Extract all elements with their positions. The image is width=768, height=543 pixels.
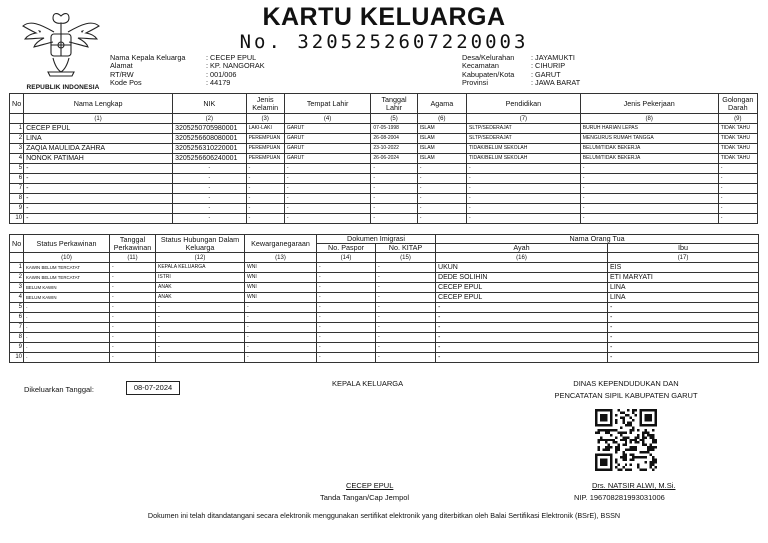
table-cell: - (173, 174, 246, 184)
family-info-right (462, 54, 580, 88)
table1-header: NIK (173, 94, 246, 114)
table2-col-number: (10) (24, 253, 110, 263)
table1-header: Nama Lengkap (24, 94, 173, 114)
table-cell: 10 (10, 353, 24, 363)
table-cell: PEREMPUAN (246, 144, 284, 154)
table-cell: - (110, 343, 156, 353)
table-cell: 6 (10, 174, 24, 184)
table-cell: ETI MARYATI (608, 273, 759, 283)
table-cell: CECEP EPUL (24, 124, 173, 134)
table-cell: - (608, 333, 759, 343)
table-cell: CECEP EPUL (436, 293, 608, 303)
table-cell: GARUT (284, 154, 371, 164)
table-cell: WNI (245, 283, 317, 293)
table-cell: - (173, 204, 246, 214)
table-cell: 2 (10, 134, 24, 144)
table-cell: - (245, 353, 317, 363)
info-label: Kabupaten/Kota (462, 69, 515, 79)
header-no-paspor: No. Paspor (317, 244, 376, 253)
table-row (10, 343, 759, 353)
table-cell: ANAK (156, 283, 245, 293)
table-cell: - (24, 204, 173, 214)
info-label: Provinsi (462, 78, 488, 88)
info-row (110, 79, 265, 87)
document-title: KARTU KELUARGA (262, 3, 506, 31)
table-cell: MENGURUS RUMAH TANGGA (580, 134, 718, 144)
table-row (10, 353, 759, 363)
table-cell: - (376, 353, 436, 363)
table2-col-number: (15) (376, 253, 436, 263)
info-label: Kode Pos (110, 78, 142, 88)
info-label: RT/RW (110, 69, 134, 79)
table-cell: - (317, 293, 376, 303)
table-cell: CECEP EPUL (436, 283, 608, 293)
table-cell: - (580, 184, 718, 194)
table-row (10, 283, 759, 293)
table-cell: - (718, 164, 757, 174)
table2-col-number (10, 253, 24, 263)
table-cell: BURUH HARIAN LEPAS (580, 124, 718, 134)
header-nama-orang-tua: Nama Orang Tua (436, 235, 759, 244)
table-cell: - (156, 343, 245, 353)
table-cell: ZAQIA MAULIDA ZAHRA (24, 144, 173, 154)
table-cell: - (467, 164, 581, 174)
table-cell: EIS (608, 263, 759, 273)
table-cell: ISTRI (156, 273, 245, 283)
table-cell: - (376, 333, 436, 343)
table-row (10, 184, 758, 194)
table-cell: - (24, 303, 110, 313)
table-cell: - (718, 184, 757, 194)
table-cell: - (608, 323, 759, 333)
table-cell: 3 (10, 144, 24, 154)
table-cell: - (245, 333, 317, 343)
table-row (10, 124, 758, 134)
info-value: : CIHURIP (531, 61, 566, 71)
table-cell: TIDAK TAHU (718, 144, 757, 154)
table-cell: DEDE SOLIHIN (436, 273, 608, 283)
table-cell: 7 (10, 323, 24, 333)
table-cell: 1 (10, 263, 24, 273)
table-row (10, 273, 759, 283)
table-cell: - (371, 194, 417, 204)
table-cell: - (24, 164, 173, 174)
table-cell: - (284, 194, 371, 204)
table-cell: - (580, 214, 718, 224)
info-label: Kecamatan (462, 61, 499, 71)
table-cell: - (173, 194, 246, 204)
table-cell: 5 (10, 164, 24, 174)
table-cell: - (246, 214, 284, 224)
table1-col-number (10, 114, 24, 124)
table-cell: LINA (608, 283, 759, 293)
table-cell: - (580, 164, 718, 174)
table-cell: - (371, 174, 417, 184)
table-cell: - (467, 194, 581, 204)
table-cell: - (284, 174, 371, 184)
header-status-hubungan: Status Hubungan Dalam Keluarga (156, 235, 245, 253)
table-cell: - (156, 303, 245, 313)
table-row (10, 144, 758, 154)
table-cell: - (436, 313, 608, 323)
table-cell: - (317, 283, 376, 293)
info-value: : JAWA BARAT (531, 78, 581, 88)
table-cell: KAWIN BELUM TERCATAT (24, 273, 110, 283)
table-cell: ISLAM (417, 144, 466, 154)
table-cell: 26-08-2004 (371, 134, 417, 144)
table-cell: - (317, 333, 376, 343)
table1-header: Tempat Lahir (284, 94, 371, 114)
table-cell: - (436, 353, 608, 363)
table-cell: - (376, 343, 436, 353)
table-cell: 3205250705980001 (173, 124, 246, 134)
table-cell: WNI (245, 293, 317, 303)
members-table (9, 93, 758, 224)
table-cell: - (284, 184, 371, 194)
table-cell: NONOK PATIMAH (24, 154, 173, 164)
header-dokumen-imigrasi: Dokumen Imigrasi (317, 235, 436, 244)
header-no: No (10, 235, 24, 253)
table-cell: 23-10-2022 (371, 144, 417, 154)
issued-label: Dikeluarkan Tanggal: (24, 385, 94, 394)
table-cell: - (436, 333, 608, 343)
document-number: No. 3205252607220003 (239, 31, 529, 53)
table-cell: ANAK (156, 293, 245, 303)
table-cell: - (156, 323, 245, 333)
table-cell: 9 (10, 343, 24, 353)
table-cell: BELUM KAWIN (24, 293, 110, 303)
table1-header: No (10, 94, 24, 114)
table-cell: - (317, 303, 376, 313)
table-cell: 1 (10, 124, 24, 134)
table-cell: - (608, 313, 759, 323)
info-value: : CECEP EPUL (206, 53, 257, 62)
table-cell: - (24, 313, 110, 323)
table1-col-number: (4) (284, 114, 371, 124)
table-cell: - (376, 273, 436, 283)
electronic-signature-disclaimer: Dokumen ini telah ditandatangani secara elektronik menggunakan sertifikat elektronik yang diterbitkan oleh Balai Sertifikasi Elektronik (BSrE), BSSN (147, 511, 621, 520)
table1-header: Jenis Kelamin (246, 94, 284, 114)
table1-header: Agama (417, 94, 466, 114)
table-cell: - (110, 283, 156, 293)
table-row (10, 214, 758, 224)
table-cell: - (376, 293, 436, 303)
table-cell: - (317, 263, 376, 273)
kepala-keluarga-label: KEPALA KELUARGA (332, 379, 404, 388)
table-cell: 4 (10, 293, 24, 303)
table-cell: - (110, 333, 156, 343)
table-cell: 3205256608080001 (173, 134, 246, 144)
table-cell: - (173, 214, 246, 224)
table-cell: LAKI-LAKI (246, 124, 284, 134)
header-no-kitap: No. KITAP (376, 244, 436, 253)
table-cell: - (24, 353, 110, 363)
table-row (10, 263, 759, 273)
table-cell: - (417, 194, 466, 204)
table1-header: Tanggal Lahir (371, 94, 417, 114)
table-cell: 3205256310220001 (173, 144, 246, 154)
table-cell: - (371, 204, 417, 214)
table-cell: - (110, 273, 156, 283)
table-cell: - (718, 214, 757, 224)
official-name: Drs. NATSIR ALWI, M.Si. (592, 481, 676, 490)
table1-col-number: (3) (246, 114, 284, 124)
table-cell: 9 (10, 204, 24, 214)
table-row (10, 174, 758, 184)
signature-caption: Tanda Tangan/Cap Jempol (320, 493, 410, 502)
dinas-line-2: PENCATATAN SIPIL KABUPATEN GARUT (554, 391, 698, 400)
table-cell: WNI (245, 263, 317, 273)
table-cell: - (718, 204, 757, 214)
table-cell: TIDAK TAHU (718, 134, 757, 144)
table-cell: - (246, 204, 284, 214)
status-table (9, 234, 759, 363)
table-cell: TIDAK/BELUM SEKOLAH (467, 144, 581, 154)
table-cell: - (608, 343, 759, 353)
table-cell: - (284, 214, 371, 224)
table-cell: - (371, 184, 417, 194)
table-cell: - (608, 353, 759, 363)
table-row (10, 154, 758, 164)
table1-col-number: (8) (580, 114, 718, 124)
table-cell: - (245, 343, 317, 353)
table1-header: Golongan Darah (718, 94, 757, 114)
info-row (462, 79, 580, 87)
table-cell: - (467, 214, 581, 224)
table-cell: - (371, 164, 417, 174)
table-cell: - (110, 293, 156, 303)
qr-code-icon (595, 409, 657, 471)
table-cell: - (580, 204, 718, 214)
table-cell: ISLAM (417, 134, 466, 144)
table-cell: - (718, 194, 757, 204)
header-ayah: Ayah (436, 244, 608, 253)
table1-col-number: (9) (718, 114, 757, 124)
header-status-perkawinan: Status Perkawinan (24, 235, 110, 253)
table-cell: ISLAM (417, 124, 466, 134)
table-cell: - (24, 333, 110, 343)
table-cell: KAWIN BELUM TERCATAT (24, 263, 110, 273)
table-cell: - (718, 174, 757, 184)
table-cell: 26-06-2024 (371, 154, 417, 164)
table-cell: - (245, 313, 317, 323)
table-cell: 3 (10, 283, 24, 293)
table-cell: 7 (10, 184, 24, 194)
info-value: : JAYAMUKTI (531, 53, 575, 62)
table-cell: - (173, 184, 246, 194)
table-cell: - (110, 353, 156, 363)
table-cell: - (156, 333, 245, 343)
table-cell: - (436, 323, 608, 333)
table-cell: - (376, 303, 436, 313)
dinas-line-1: DINAS KEPENDUDUKAN DAN (573, 379, 679, 388)
table-cell: - (417, 164, 466, 174)
table-cell: - (156, 313, 245, 323)
table1-col-number: (1) (24, 114, 173, 124)
table-cell: 6 (10, 313, 24, 323)
header-tanggal-perkawinan: Tanggal Perkawinan (110, 235, 156, 253)
table1-col-number: (7) (467, 114, 581, 124)
table-row (10, 194, 758, 204)
table-cell: GARUT (284, 124, 371, 134)
table-cell: - (110, 263, 156, 273)
table-cell: - (110, 313, 156, 323)
table-cell: - (317, 353, 376, 363)
info-label: Nama Kepala Keluarga (110, 53, 186, 62)
table-cell: - (284, 204, 371, 214)
table-row (10, 313, 759, 323)
table-row (10, 134, 758, 144)
table-cell: - (246, 174, 284, 184)
info-value: : 001/006 (206, 69, 237, 79)
table-cell: - (245, 323, 317, 333)
table-cell: 3205256606240001 (173, 154, 246, 164)
table-cell: TIDAK TAHU (718, 154, 757, 164)
table-cell: - (608, 303, 759, 313)
table-cell: - (245, 303, 317, 313)
table-cell: - (246, 194, 284, 204)
table-cell: PEREMPUAN (246, 154, 284, 164)
table2-col-number: (13) (245, 253, 317, 263)
table-cell: - (317, 273, 376, 283)
table-cell: - (317, 323, 376, 333)
table-cell: - (580, 194, 718, 204)
table-cell: BELUM KAWIN (24, 283, 110, 293)
table-cell: 2 (10, 273, 24, 283)
table-cell: - (246, 164, 284, 174)
table-cell: LINA (24, 134, 173, 144)
header-ibu: Ibu (608, 244, 759, 253)
table-cell: LINA (608, 293, 759, 303)
table-row (10, 323, 759, 333)
table2-col-number: (11) (110, 253, 156, 263)
table-cell: PEREMPUAN (246, 134, 284, 144)
table-cell: - (467, 184, 581, 194)
info-value: : 44179 (206, 78, 231, 88)
table-cell: KEPALA KELUARGA (156, 263, 245, 273)
table-row (10, 333, 759, 343)
table-cell: - (376, 283, 436, 293)
table-cell: - (467, 174, 581, 184)
table1-col-number: (6) (417, 114, 466, 124)
table2-col-number: (17) (608, 253, 759, 263)
emblem-caption: REPUBLIK INDONESIA (26, 84, 100, 91)
table-cell: 5 (10, 303, 24, 313)
table-cell: 8 (10, 333, 24, 343)
table-cell: - (24, 184, 173, 194)
table-cell: BELUM/TIDAK BEKERJA (580, 144, 718, 154)
table-cell: - (24, 343, 110, 353)
table-cell: - (376, 323, 436, 333)
table-cell: - (376, 263, 436, 273)
table-row (10, 293, 759, 303)
table1-header: Jenis Pekerjaan (580, 94, 718, 114)
table-cell: - (24, 323, 110, 333)
table-cell: - (110, 303, 156, 313)
info-value: : KP. NANGORAK (206, 61, 265, 71)
table2-col-number: (16) (436, 253, 608, 263)
table-cell: - (24, 214, 173, 224)
info-label: Alamat (110, 61, 133, 71)
table-cell: UKUN (436, 263, 608, 273)
info-value: : GARUT (531, 69, 561, 79)
table-cell: - (156, 353, 245, 363)
table-cell: WNI (245, 273, 317, 283)
table-cell: 07-05-1998 (371, 124, 417, 134)
header-kewarganegaraan: Kewarganegaraan (245, 235, 317, 253)
table1-col-number: (5) (371, 114, 417, 124)
table-cell: - (417, 174, 466, 184)
table1-col-number: (2) (173, 114, 246, 124)
table-cell: - (317, 313, 376, 323)
table-cell: - (371, 214, 417, 224)
table2-col-number: (14) (317, 253, 376, 263)
table-cell: - (24, 174, 173, 184)
table-cell: TIDAK TAHU (718, 124, 757, 134)
table-cell: - (580, 174, 718, 184)
table-cell: - (173, 164, 246, 174)
table-cell: - (436, 343, 608, 353)
table-cell: - (246, 184, 284, 194)
table-cell: - (110, 323, 156, 333)
table-cell: SLTP/SEDERAJAT (467, 124, 581, 134)
table-cell: BELUM/TIDAK BEKERJA (580, 154, 718, 164)
table-row (10, 204, 758, 214)
table-cell: 8 (10, 194, 24, 204)
kepala-keluarga-name: CECEP EPUL (346, 481, 394, 490)
table-cell: 4 (10, 154, 24, 164)
table-cell: - (417, 184, 466, 194)
table-cell: ISLAM (417, 154, 466, 164)
table-cell: - (24, 194, 173, 204)
info-label: Desa/Kelurahan (462, 53, 515, 62)
table-cell: 10 (10, 214, 24, 224)
table-cell: - (436, 303, 608, 313)
table-cell: - (376, 313, 436, 323)
issued-date: 08-07-2024 (126, 381, 180, 395)
table-cell: - (467, 204, 581, 214)
table1-header: Pendidikan (467, 94, 581, 114)
table-row (10, 164, 758, 174)
table-row (10, 303, 759, 313)
table-cell: TIDAK/BELUM SEKOLAH (467, 154, 581, 164)
table-cell: - (284, 164, 371, 174)
official-nip: NIP. 196708281993031006 (574, 493, 665, 502)
table-cell: GARUT (284, 134, 371, 144)
table-cell: - (417, 214, 466, 224)
table-cell: SLTP/SEDERAJAT (467, 134, 581, 144)
family-info-left (110, 54, 265, 88)
table-cell: - (317, 343, 376, 353)
table-cell: GARUT (284, 144, 371, 154)
table-cell: - (417, 204, 466, 214)
dinas-label (546, 378, 706, 402)
table2-col-number: (12) (156, 253, 245, 263)
